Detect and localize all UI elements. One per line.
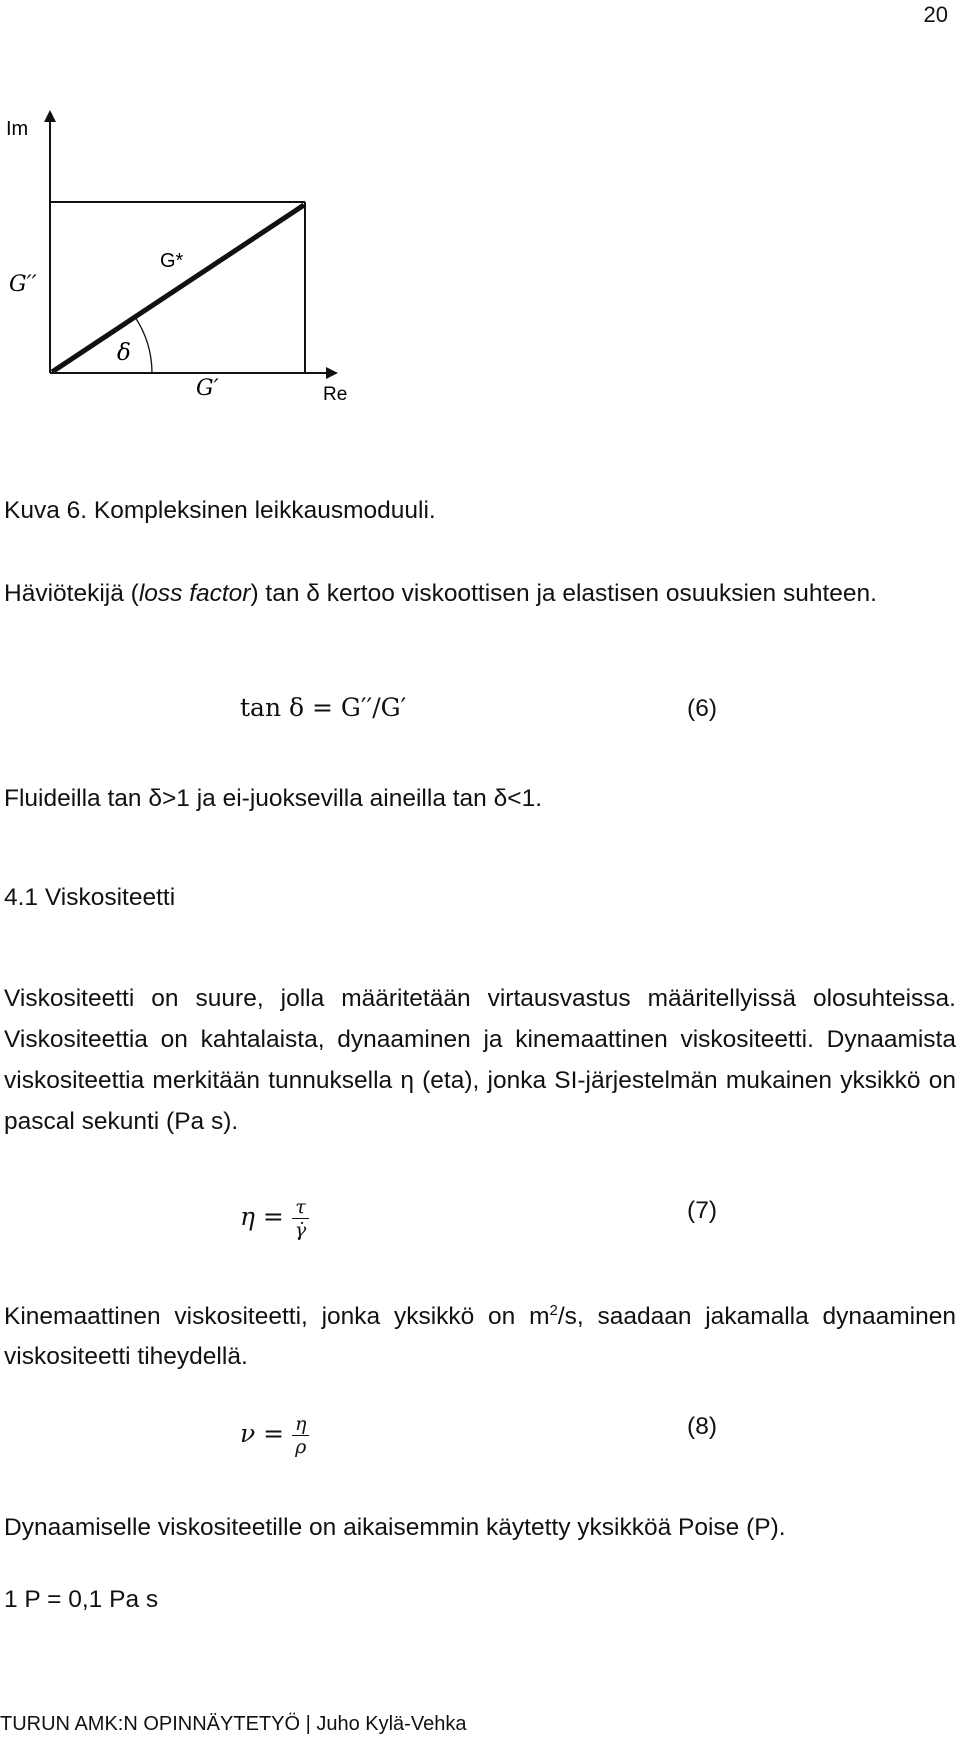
axis-im-label: Im <box>6 118 29 140</box>
figure-caption: Kuva 6. Kompleksinen leikkausmoduuli. <box>4 497 436 524</box>
eq7-numerator: τ <box>292 1196 309 1219</box>
para1-text-after: ) tan δ kertoo viskoottisen ja elastisen osuuksien suhteen. <box>250 580 877 607</box>
paragraph-kinematic <box>4 1291 956 1377</box>
para4-text-before: Kinemaattinen viskositeetti, jonka yksikkö on m <box>4 1303 550 1331</box>
paragraph-poise: Dynaamiselle viskositeetille on aikaisemmin käytetty yksikköä Poise (P). <box>4 1514 786 1541</box>
equation-6: tan δ = G′′/G′ <box>240 693 407 722</box>
para1-italic-term: loss factor <box>138 580 251 607</box>
eq8-denominator: ρ <box>295 1436 307 1458</box>
paragraph-viscosity: Viskositeetti on suure, jolla määritetään virtausvastus määritellyissä olosuhteissa. Viskositeettia on kahtalaista, dynaaminen ja kinemaattinen viskositeetti. Dynaamista viskositeettia merkitään tunnuksella η (eta), jonka SI-järjestelmän mukainen yksikkö on pascal sekunti (Pa s). <box>4 985 956 1135</box>
delta-label: δ <box>117 340 131 366</box>
equation-7 <box>240 1196 309 1241</box>
complex-modulus-diagram <box>0 108 420 453</box>
paragraph-loss-factor <box>4 574 956 614</box>
g-double-prime-label: G′′ <box>9 272 37 297</box>
axis-re-label: Re <box>323 384 348 405</box>
page-number: 20 <box>923 2 948 27</box>
eq8-numerator: η <box>292 1413 309 1436</box>
equation-6-number: (6) <box>687 695 717 722</box>
eq7-fraction <box>292 1196 309 1241</box>
para4-superscript: 2 <box>549 1302 558 1319</box>
page-footer: TURUN AMK:N OPINNÄYTETYÖ | Juho Kylä-Vehka <box>0 1713 467 1735</box>
equation-8 <box>240 1413 309 1458</box>
g-star-label: G* <box>160 250 184 272</box>
eq8-fraction <box>292 1413 309 1458</box>
g-star-vector <box>52 205 304 372</box>
eq8-lhs: ν = <box>240 1419 285 1448</box>
section-heading: 4.1 Viskositeetti <box>4 884 176 911</box>
g-prime-label: G′ <box>196 376 219 401</box>
eq7-denominator: γ̇ <box>294 1219 307 1241</box>
equation-7-number: (7) <box>687 1197 717 1224</box>
para1-text-before: Häviötekijä ( <box>4 580 139 607</box>
eq7-lhs: η = <box>240 1202 284 1231</box>
delta-angle-arc <box>135 317 152 373</box>
para4-text-after: /s, saadaan jakamalla dynaaminen viskositeetti tiheydellä. <box>4 1303 956 1371</box>
equation-8-number: (8) <box>687 1413 717 1440</box>
paragraph-fluids: Fluideilla tan δ>1 ja ei-juoksevilla aineilla tan δ<1. <box>4 785 542 812</box>
paragraph-poise-conversion: 1 P = 0,1 Pa s <box>4 1586 159 1613</box>
